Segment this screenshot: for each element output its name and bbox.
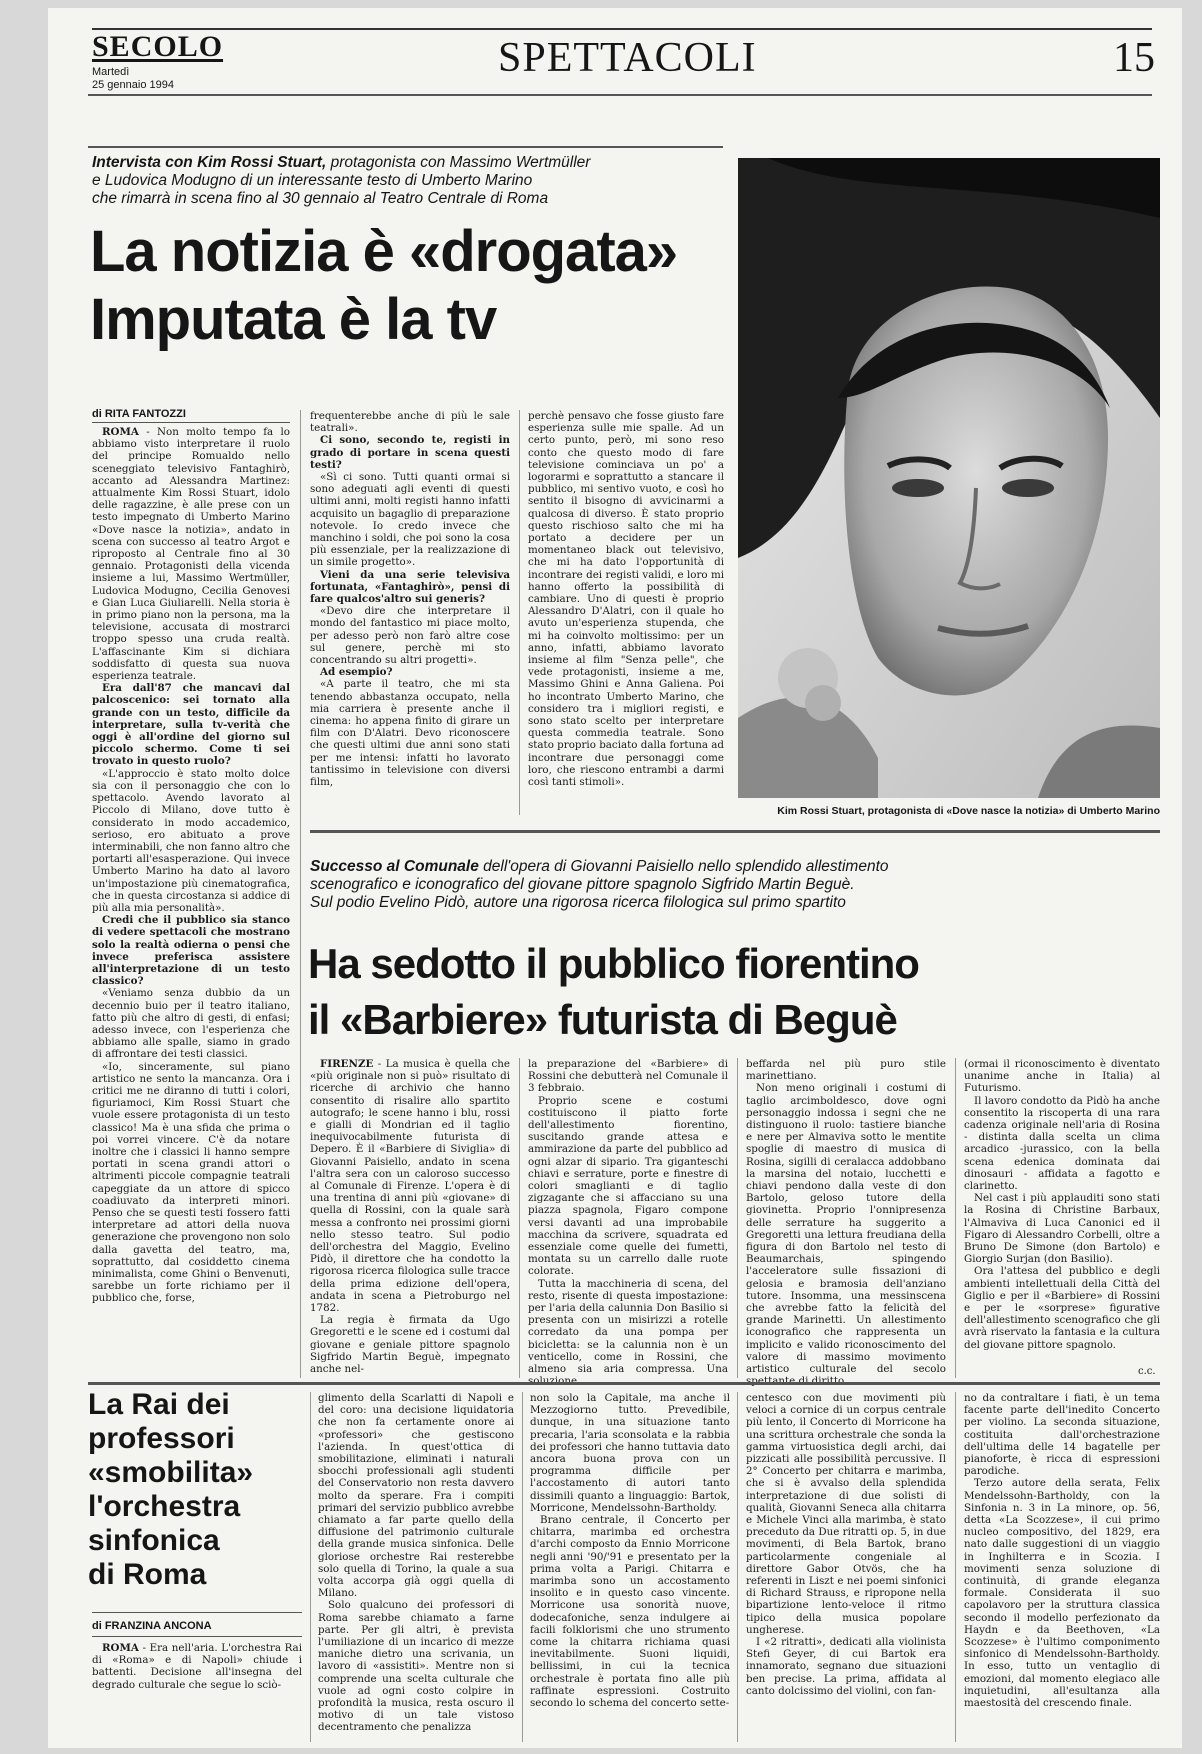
article-paragraph: Il lavoro condotto da Pidò ha anche consentito la riscoperta di una rara cadenza originale nell'aria di Rosina - distinta dalla scelta un clima arcadico -jurassico, con la bella scena edenica dominata dai dinosauri - affidata a fagotto e clarinetto.	[964, 1094, 1160, 1193]
newspaper-page	[48, 8, 1182, 1748]
dateline-place: ROMA	[102, 426, 139, 438]
article1-headline	[90, 218, 730, 354]
column-divider	[955, 1392, 956, 1742]
page-number: 15	[1113, 35, 1155, 81]
interview-question: Era dall'87 che mancavi dal palcoscenico: sei tornato alla grande con un testo, difficile da interpretare, sulla tv-verità che oggi è all'ordine del giorno sul piccolo schermo. Come ti sei trovato in questo ruolo?	[92, 682, 290, 768]
article2-signature: c.c.	[1138, 1366, 1156, 1377]
article2-kicker-line-3: Sul podio Evelino Pidò, autore una rigorosa ricerca filologica sul primo spartito	[310, 894, 846, 911]
article3-headline-line-1: La Rai dei	[88, 1388, 230, 1421]
article2-headline-line-1: Ha sedotto il pubblico fiorentino	[308, 940, 919, 987]
article-paragraph: I «2 ritratti», dedicati alla violinista Stefi Geyer, di cui Bartok era innamorato, segnano due situazioni ben precise. La prima, affidata al canto dolcissimo del violini, con fan-	[746, 1636, 946, 1697]
column-divider	[519, 1058, 520, 1378]
article1-byline: di RITA FANTOZZI	[92, 408, 186, 420]
article-paragraph: Ora l'attesa del pubblico e degli ambienti intellettuali della Città del Giglio e per il «Barbiere» di Rossini e per le «sorprese» figurative dell'allestimento scenografico che gli avrà riservato la fantasia e la cultura del giovane pittore spagnolo.	[964, 1265, 1160, 1351]
section-title: SPETTACOLI	[498, 35, 757, 81]
interview-question: Credi che il pubblico sia stanco di vedere spettacoli che mostrano solo la realtà odierna o pensi che invece preferisca assistere all'interpretazione di un testo classico?	[92, 914, 290, 988]
article-paragraph: ROMA - Era nell'aria. L'orchestra Rai di «Roma» e di Napoli» chiude i battenti. Decisione all'insegna del degrado culturale che segue lo sciò-	[92, 1642, 302, 1691]
article-paragraph: non solo la Capitale, ma anche il Mezzogiorno tutto. Prevedibile, dunque, in una situazione tanto precaria, l'aria sconsolata e la rabbia dei professori che hanno tuttavia dato ancora buona prova con un programma difficile per l'accostamento di autori tanto dissimili quanto a linguaggio: Bartok, Morricone, Mendelssohn-Bartholdy.	[530, 1392, 730, 1514]
article-paragraph: «Veniamo senza dubbio da un decennio buio per il teatro italiano, fatto più che altro di gesti, di enfasi; adesso invece, con l'esperienza che abbiamo alle spalle, siamo in grado di affrontare dei testi classici.	[92, 987, 290, 1061]
dateline-place: FIRENZE	[320, 1058, 374, 1070]
column-divider	[310, 1392, 311, 1742]
article-paragraph: «Io, sinceramente, sul piano artistico ne sento la mancanza. Ora i critici me ne diranno di tutti i colori, figuriamoci, Kim Rossi Stuart che vuole essere protagonista di un testo classico! Ma è una sfida che prima o poi vorrei vincere. C'è da notare inoltre che i classici li hanno sempre portati in scena grandi attori o altrimenti piccole compagnie teatrali capeggiate da un attore di spicco coadiuvato da interpreti minori. Penso che se questi testi fossero fatti interpretare ad attori della nuova generazione che provengono non solo dalla gavetta del teatro, ma, soprattutto, dal cosiddetto cinema minimalista, come Ghini o Benvenuti, sarebbe un forte richiamo per il pubblico che, forse,	[92, 1060, 291, 1305]
article-paragraph: frequenterebbe anche di più le sale teatrali».	[310, 410, 510, 435]
article-paragraph: FIRENZE - La musica è quella che «più originale non si può» risultato di ricerche di archivio che hanno consentito di risalire allo spartito autografo; le scene hanno i blu, rossi e gialli di Mondrian ed il taglio inequivocabilmente futurista di Depero. È il «Barbiere di Siviglia» di Giovanni Paisiello, andato in scena l'altra sera con un caloroso successo al Comunale di Firenze. L'opera è di una trentina di anni più «giovane» di quella di Rossini, con la quale sarà messa a confronto nei prossimi giorni nello stesso teatro. Sul podio dell'orchestra del Maggio, Evelino Pidò, il direttore che ha condotto la rigorosa ricerca filologica sulle tracce della prima edizione dell'opera, andata in scena a Pietroburgo nel 1782.	[310, 1058, 510, 1315]
article-paragraph: glimento della Scarlatti di Napoli e del coro: una decisione liquidatoria che non fa certamente onore ai «professori» che gestiscono l'azienda. In quest'ottica di smobilitazione, eliminati i naturali sbocchi professionali agli studenti del Conservatorio non resta davvero molto da sperare. Fra i compiti primari del servizio pubblico avrebbe chiamato a far parte quello della diffusione del patrimonio culturale della grande musica sinfonica. Delle gloriose orchestre Rai resterebbe solo quella di Torino, la quale a sua volta accorpa già oggi quella di Milano.	[318, 1392, 514, 1600]
article-paragraph: (ormai il riconoscimento è diventato unanime anche in Italia) al Futurismo.	[964, 1058, 1160, 1095]
article1-column-2	[310, 410, 510, 815]
article-paragraph: la preparazione del «Barbiere» di Rossini che debutterà nel Comunale il 3 febbraio.	[528, 1058, 728, 1095]
dateline-place: ROMA	[102, 1642, 139, 1654]
article1-kicker-bold: Intervista con Kim Rossi Stuart,	[92, 154, 327, 171]
masthead-top-rule	[92, 28, 1152, 30]
article2-column-2	[528, 1058, 728, 1378]
article3-column-5	[964, 1392, 1160, 1742]
article-paragraph: Terzo autore della serata, Felix Mendelssohn-Bartholdy, con la Sinfonia n. 3 in La minore, op. 56, detta «La Scozzese», il cui primo nucleo compositivo, del 1829, era nato dalle suggestioni di un viaggio in Inghilterra e in Scozia. I movimenti senza soluzione di continuità, di grande eleganza formale. Considerata il suo capolavoro per la struttura classica secondo il modello perfezionato da Haydn e da Beethoven, «La Scozzese» è l'ultimo componimento sinfonico di Mendelssohn-Bartholdy. In esso, tutto un ventaglio di emozioni, dal momento elegiaco alle inquietudini, all'esultanza alla maestosità del crescendo finale.	[964, 1477, 1160, 1710]
column-divider	[955, 1058, 956, 1378]
article3-headline-line-3: «smobilita»	[88, 1456, 254, 1489]
article-paragraph: «L'approccio è stato molto dolce sia con il personaggio che con lo spettacolo. Avendo lavorato al Piccolo di Milano, dove tutto è considerato in modo accademico, serioso, ero abituato a prove interminabili, che non fanno altro che portarti all'esasperazione. Qui invece Umberto Marino ha dato al lavoro un'impostazione più cinematografica, che in questa circostanza si addice di più alla mia personalità».	[92, 767, 290, 914]
photo-caption: Kim Rossi Stuart, protagonista di «Dove nasce la notizia» di Umberto Marino	[777, 805, 1160, 817]
article2-kicker-bold: Successo al Comunale	[310, 858, 479, 875]
interview-question: Vieni da una serie televisiva fortunata, «Fantaghirò», pensi di fare qualcos'altro sui generis?	[310, 568, 510, 606]
article-paragraph: «Devo dire che interpretare il mondo del fantastico mi piace molto, per adesso però non farò altre cose sul genere, perchè mi sto concentrando su altri progetti».	[310, 605, 510, 667]
column-divider	[737, 1392, 738, 1742]
dateline	[92, 66, 174, 92]
article3-column-4	[746, 1392, 946, 1742]
article2-kicker	[310, 858, 1160, 912]
article-paragraph: Brano centrale, il Concerto per chitarra, marimba ed orchestra d'archi composto da Ennio Morricone negli anni '90/'91 e presentato per la prima volta a Parigi. Chitarra e marimba sono un accostamento insolito e in questo caso vincente. Morricone usa sonorità nuove, dodecafoniche, senza indulgere ai facili folklorismi che uno strumento come la chitarra richiama quasi inevitabilmente. Suoni liquidi, bellissimi, in cui la tecnica orchestrale è portata fino alle più raffinate espressioni. Costruito secondo lo schema del concerto sette-	[530, 1514, 730, 1710]
article-paragraph: ROMA - Non molto tempo fa lo abbiamo visto interpretare il ruolo del principe Romualdo nello sceneggiato televisivo Fantaghirò, accanto ad Alessandra Martinez: attualmente Kim Rossi Stuart, idolo delle ragazzine, è alle prese con un testo impegnato di Umberto Marino «Dove nasce la notizia», andato in scena con successo al teatro Argot e riproposto al Centrale fino al 30 gennaio. Protagonisti della vicenda insieme a lui, Massimo Wertmüller, Ludovica Modugno, Cecilia Genovesi e Gian Luca Giuliarelli. Nella storia è in primo piano non la persona, ma la televisione, accusata di mostrarci troppo spesso una cruda realtà. L'affascinante Kim si dichiara soddisfatto di questa sua nuova esperienza teatrale.	[92, 426, 290, 683]
article-paragraph: La regia è firmata da Ugo Gregoretti e le scene ed i costumi dal giovane e geniale pittore spagnolo Sigfrido Martin Beguè, impegnato anche nel-	[310, 1314, 510, 1376]
article2-headline-line-2: il «Barbiere» futurista di Beguè	[308, 996, 897, 1043]
kim-rossi-stuart-photo	[738, 158, 1160, 798]
article-paragraph: Tutta la macchineria di scena, del resto, risente di questa impostazione: per l'aria della calunnia Don Basilio si presenta con un misirizzi a rotelle corredato da una pompa per bicicletta: se la calunnia non è un venticello, come in Rossini, che almeno sia aria compressa. Una	[528, 1277, 728, 1376]
article-paragraph: perchè pensavo che fosse giusto fare esperienza sulle mie spalle. Ad un certo punto, però, mi sono reso conto che questo modo di fare televisione cominciava un po' a logorarmi e soprattutto a stancare il pubblico, mi sentivo vuoto, e così ho sentito il bisogno di avvicinarmi a qualcosa di diverso. È stato proprio questo rischioso salto che mi ha portato a decidere per un momentaneo black out televisivo, che mi ha dato l'opportunità di incontrare dei registi validi, e loro mi hanno offerto la possibilità di cambiare. Uno di questi è proprio Alessandro D'Alatri, con il quale ho avuto un'esperienza stupenda, che mi ha coinvolto moltissimo: per un anno, infatti, abbiamo lavorato insieme al film "Senza pelle", che vede protagonisti, insieme a me, Massimo Ghini e Anna Galiena. Poi ho incontrato Umberto Marino, che considero tra i migliori registi, e sono stato scelto per interpretare questa commedia teatrale. Sono stato proprio baciato dalla fortuna ad incontrare due personaggi come loro, che riescono entrambi a darmi così tanti stimoli».	[528, 410, 724, 789]
dateline-day: Martedì	[92, 66, 130, 78]
article3-top-rule	[88, 1382, 1160, 1385]
article-paragraph: centesco con due movimenti più veloci a cornice di un corpus centrale più lento, il Concerto di Morricone ha una scrittura orchestrale che sonda la gamma virtuosistica degli archi, dai pizzicati alle possibilità percussive. Il 2° Concerto per chitarra e marimba, che si è avvalso della splendida interpretazione di due solisti di qualità, Giovanni Seneca alla chitarra e Michele Vinci alla marimba, è stato preceduto da Due ritratti op. 5, in due movimenti, di Bela Bartok, brano particolarmente congeniale al direttore Gabor Otvös, che ha referenti in Liszt e nei poemi sinfonici di Richard Strauss, e ripropone nella bipartizione lento-veloce il ritmo tipico della musica popolare ungherese.	[746, 1392, 946, 1636]
article2-column-3	[746, 1058, 946, 1378]
article3-column-2	[318, 1392, 514, 1742]
article2-top-rule	[310, 830, 1160, 833]
article1-kicker-line-3: che rimarrà in scena fino al 30 gennaio al Teatro Centrale di Roma	[92, 190, 549, 207]
article2-kicker-rest: dell'opera di Giovanni Paisiello nello splendido allestimento	[478, 858, 889, 875]
article3-headline-line-2: professori	[88, 1422, 235, 1455]
column-divider	[522, 1392, 523, 1742]
article1-top-rule	[88, 146, 723, 148]
masthead-bottom-rule	[88, 94, 1152, 96]
article1-column-3	[528, 410, 724, 815]
article-paragraph: Non meno originali i costumi di taglio arcimboldesco, dove ogni personaggio indossa i segni che ne distinguono il ruolo: tastiere bianche e nere per Almaviva sotto le mentite spoglie di maestro di musica di Rosina, sigilli di ceralacca addobbano la marsina del notaio, lucchetti e chiavi pendono dalla veste di don Bartolo, geloso tutore della giovinetta. Proprio l'onnipresenza delle serrature ha suggerito a Gregoretti una lettura freudiana della figura di don Bartolo nel testo di Beaumarchais, spingendo l'acceleratore sulle fissazioni di gelosia e bramosia dell'anziano tutore. Insomma, una messinscena che avrebbe fatto la felicità del grande Marinetti. Un allestimento iconografico che rappresenta un implicito e valido riconoscimento del valore di massimo movimento artistico culturale del secolo	[746, 1082, 946, 1376]
article1-byline-rule	[92, 422, 290, 423]
article-paragraph: Nel cast i più applauditi sono stati la Rosina di Christine Barbaux, l'Almaviva di Luca Canonici ed il Figaro di Alessandro Corbelli, oltre a Bruno De Simone (don Bartolo) e Giorgio Surjan (don Basilio).	[964, 1192, 1160, 1266]
column-divider	[300, 410, 301, 1378]
article-paragraph: beffarda nel più puro stile marinettiano.	[746, 1058, 946, 1083]
article3-headline-line-5: sinfonica	[88, 1524, 220, 1557]
article3-byline-rule	[92, 1636, 302, 1637]
column-divider	[519, 410, 520, 815]
portrait-illustration	[738, 158, 1160, 798]
article-paragraph: Proprio scene e costumi costituiscono il piatto forte dell'allestimento fiorentino, suscitando grande attesa e ammirazione da parte del pubblico ad ogni alzar di sipario. Tra giganteschi chiavi e serrature, porte e finestre di colori smaglianti e di taglio zigzagante che si affacciano su una piazza spagnola, Figaro compone versi davanti ad una improbabile macchina da scrivere, squadrata ed essenziale come quelle dei fumetti, montata su un carrello dalle ruote colorate.	[528, 1094, 728, 1278]
article3-headline-line-6: di Roma	[88, 1558, 207, 1591]
article3-byline: di FRANZINA ANCONA	[92, 1620, 212, 1632]
article1-kicker-rest: protagonista con Massimo Wertmüller	[326, 154, 591, 171]
article-paragraph: «A parte il teatro, che mi sta tenendo abbastanza occupato, nella mia carriera è presente anche il cinema: ho appena finito di girare un film con D'Alatri. Devo riconoscere che questi ultimi due anni sono stati per me intensi: infatti ho lavorato tantissimo in televisione con diversi film,	[310, 678, 510, 789]
article2-kicker-line-2: scenografico e iconografico del giovane pittore spagnolo Sigfrido Martin Beguè.	[310, 876, 855, 893]
article1-headline-line-1: La notizia è «drogata»	[90, 219, 678, 284]
article1-headline-line-2: Imputata è la tv	[90, 287, 497, 352]
interview-question: Ci sono, secondo te, registi in grado di portare in scena questi testi?	[310, 434, 510, 471]
article-paragraph: Solo qualcuno dei professori di Roma sarebbe chiamato a farne parte. Per gli altri, è prevista l'umiliazione di un incarico di mezze maniche dietro una scrivania, un lavoro di «assistiti». Mentre non si comprende una scelta culturale che vuole ad ogni costo colpire in profondità la musica, resta oscuro il motivo di un tale vistoso decentramento che penalizza	[318, 1599, 514, 1734]
article-paragraph: no da contraltare i fiati, è un tema facente parte dell'inedito Concerto per violino. La seconda situazione, costituita dall'orchestrazione dell'ultima delle 14 bagatelle per pianoforte, è ricca di espressioni parodiche.	[964, 1392, 1160, 1478]
article2-column-1	[310, 1058, 510, 1378]
article1-kicker	[92, 154, 722, 208]
article1-column-1	[92, 426, 290, 1378]
article3-headline	[88, 1388, 303, 1592]
interview-question: Ad esempio?	[320, 666, 393, 679]
article3-headline-line-4: l'orchestra	[88, 1490, 241, 1523]
dateline-date: 25 gennaio 1994	[92, 79, 174, 91]
article2-headline	[308, 936, 1168, 1048]
column-divider	[737, 1058, 738, 1378]
article3-column-3	[530, 1392, 730, 1742]
article3-byline-rule-top	[92, 1612, 302, 1613]
article2-column-4	[964, 1058, 1160, 1364]
newspaper-logo: SECOLO	[92, 30, 224, 63]
article3-column-1	[92, 1642, 302, 1742]
article1-kicker-line-2: e Ludovica Modugno di un interessante testo di Umberto Marino	[92, 172, 533, 189]
article-paragraph: «Sì ci sono. Tutti quanti ormai si sono adeguati agli eventi di questi ultimi anni, molti registi hanno infatti acquisito un bagaglio di preparazione notevole. Io credo invece che manchino i soldi, che poi sono la cosa più essenziale, per la realizzazione di un simile progetto».	[310, 471, 510, 569]
